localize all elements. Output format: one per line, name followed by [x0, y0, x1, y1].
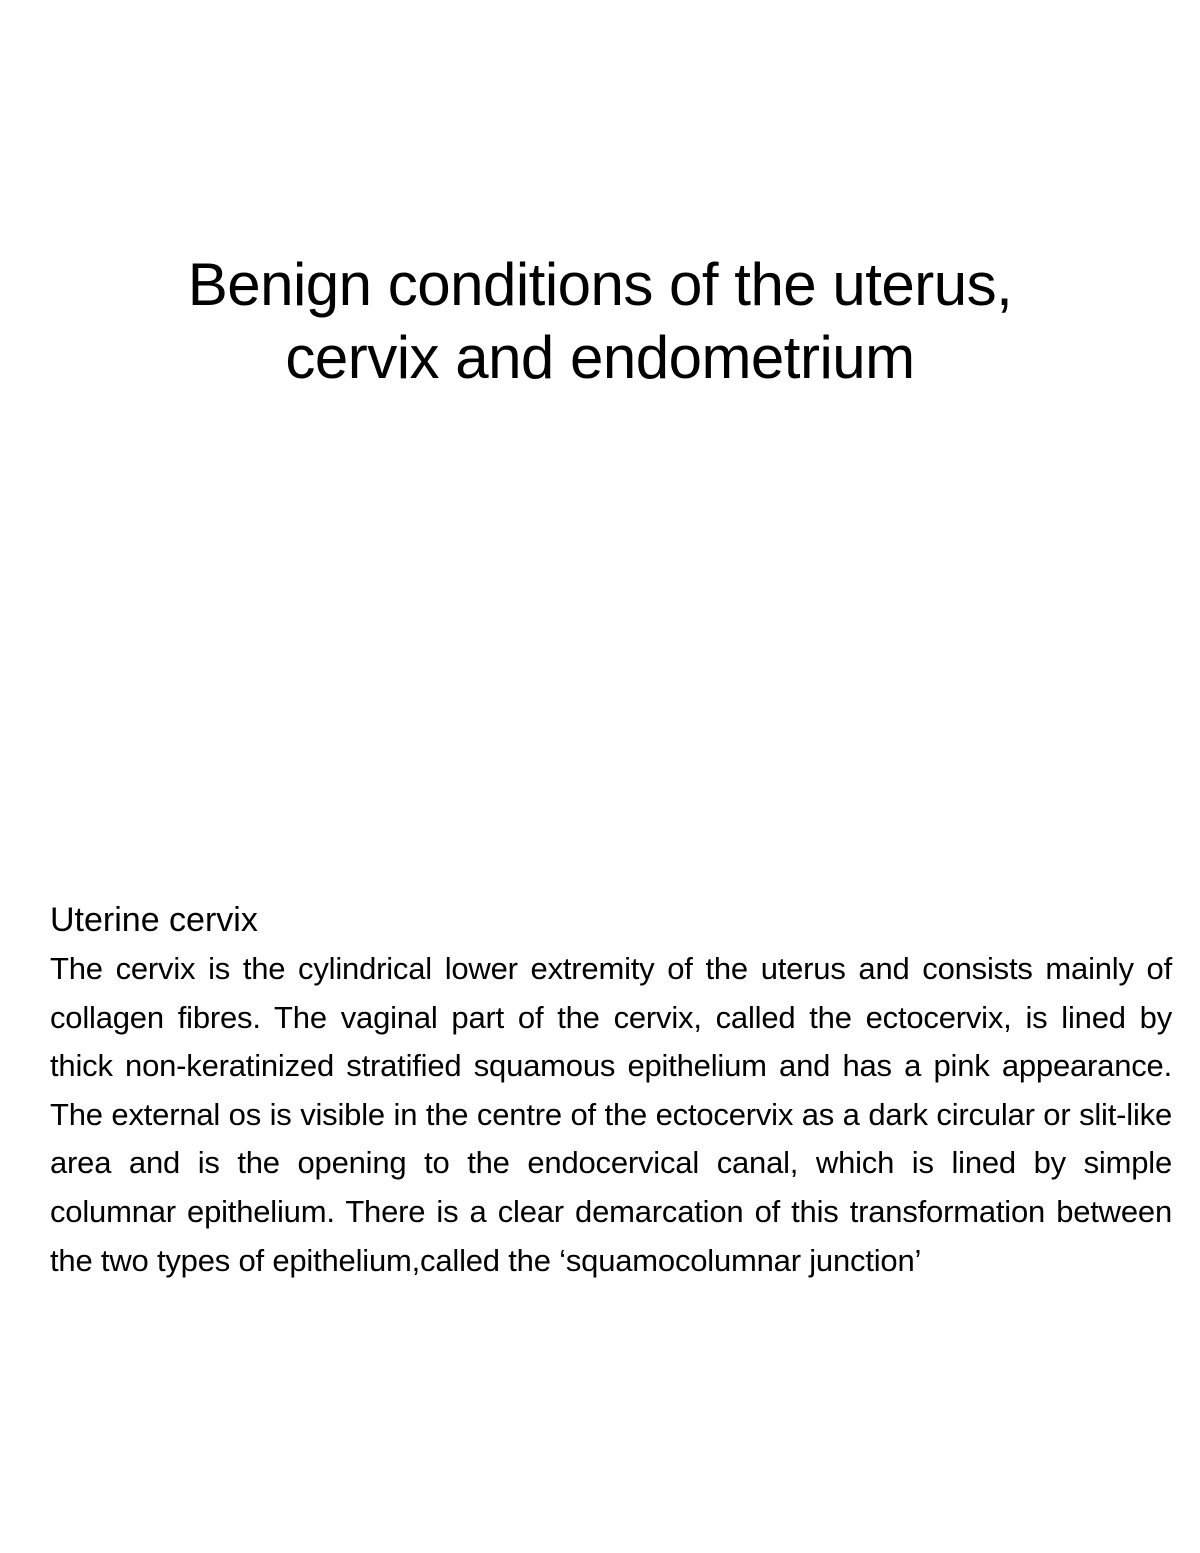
uterine-cervix-section	[50, 895, 1172, 1285]
title-line-2: cervix and endometrium	[285, 324, 915, 391]
section-body-text: The cervix is the cylindrical lower extremity of the uterus and consists mainly of collagen fibres. The vaginal part of the cervix, called the ectocervix, is lined by thick non-keratinized stratified squamous epithelium and has a pink appearance. The external os is visible in the centre of the ectocervix as a dark circular or slit-like area and is the opening to the endocervical canal, which is lined by simple columnar epithelium. There is a clear demarcation of this transformation between the two types of epithelium,called the ‘squamocolumnar junction’	[50, 951, 1172, 1278]
page-title	[100, 248, 1100, 394]
title-line-1: Benign conditions of the uterus,	[187, 251, 1013, 318]
section-heading: Uterine cervix	[50, 901, 258, 939]
